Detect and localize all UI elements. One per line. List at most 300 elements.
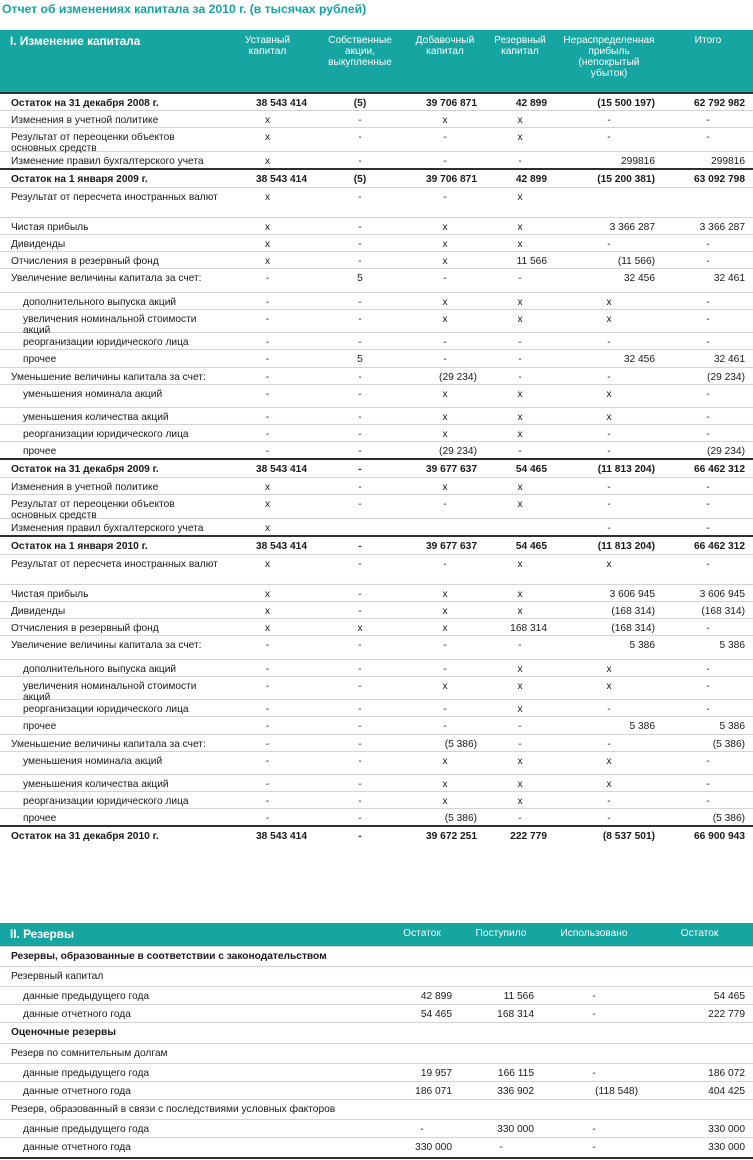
cell-value: 19 957 (420, 1068, 452, 1079)
column-header: Остаток (403, 928, 441, 939)
row-label: прочее (23, 813, 57, 824)
cell-value: x (264, 589, 271, 600)
cell-value: - (443, 721, 447, 732)
row-label: реорганизации юридического лица (23, 704, 189, 715)
cell-value: x (264, 239, 271, 250)
cell-value: (5) (353, 98, 367, 109)
cell-value: 336 902 (497, 1086, 534, 1097)
cell-value (555, 188, 663, 192)
table-row (0, 791, 753, 808)
table-row (0, 309, 753, 336)
table-row (0, 1081, 753, 1099)
cell-value (460, 1044, 542, 1048)
cell-value: - (265, 372, 270, 383)
cell-value: x (517, 606, 523, 617)
cell-value: - (518, 721, 522, 732)
cell-value: - (499, 1142, 503, 1153)
cell-value: x (442, 681, 448, 692)
cell-value: (168 314) (611, 606, 655, 617)
row-label: прочее (23, 354, 57, 365)
cell-value: (29 234) (439, 372, 477, 383)
table-row (0, 946, 753, 966)
cell-value: - (358, 482, 362, 493)
cell-value: (8 537 501) (602, 831, 655, 842)
cell-value (460, 1023, 542, 1027)
cell-value: - (518, 337, 522, 348)
cell-value: - (358, 372, 362, 383)
cell-value: x (442, 239, 448, 250)
table-row (0, 92, 753, 110)
cell-value: - (265, 664, 270, 675)
row-label: данные предыдущего года (23, 991, 150, 1002)
cell-value: - (706, 337, 710, 348)
cell-value: x (517, 704, 523, 715)
cell-value: - (358, 681, 362, 692)
row-label: Чистая прибыль (11, 222, 89, 233)
row-label: дополнительного выпуска акций (23, 297, 177, 308)
table-row (0, 535, 753, 554)
cell-value: - (265, 704, 270, 715)
cell-value: x (606, 681, 612, 692)
cell-value: 330 000 (708, 1124, 745, 1135)
row-label: Резерв по сомнительным долгам (11, 1048, 168, 1059)
cell-value: x (606, 389, 612, 400)
cell-value: 32 456 (623, 273, 655, 284)
cell-value (460, 947, 542, 951)
table-row (0, 1004, 753, 1022)
cell-value: - (358, 222, 362, 233)
table-row (0, 127, 753, 154)
cell-value: - (443, 559, 447, 570)
cell-value: - (607, 523, 611, 534)
row-label: данные отчетного года (23, 1009, 131, 1020)
table-row (0, 518, 753, 535)
cell-value: - (706, 115, 710, 126)
row-label: данные отчетного года (23, 1086, 131, 1097)
table-row (0, 734, 753, 751)
row-label: Изменение правил бухгалтерского учета (11, 156, 204, 167)
cell-value (646, 947, 753, 951)
cell-value: - (265, 779, 270, 790)
row-label: увеличения номинальной стоимости акций (23, 681, 197, 703)
cell-value: x (442, 756, 448, 767)
cell-value (384, 967, 460, 971)
cell-value: - (358, 412, 362, 423)
cell-value: - (706, 623, 710, 634)
table-row (0, 676, 753, 703)
row-label: данные предыдущего года (23, 1124, 150, 1135)
cell-value: x (264, 623, 271, 634)
row-label: Оценочные резервы (11, 1027, 116, 1038)
cell-value: - (358, 464, 362, 475)
cell-value: 38 543 414 (256, 831, 307, 842)
cell-value: - (518, 273, 522, 284)
table-row (0, 458, 753, 477)
cell-value: x (442, 222, 448, 233)
cell-value: 32 461 (713, 354, 745, 365)
table-row (0, 699, 753, 716)
cell-value: 39 706 871 (426, 98, 477, 109)
cell-value: - (265, 337, 270, 348)
cell-value: - (607, 739, 611, 750)
cell-value (405, 519, 485, 523)
row-label: Резервы, образованные в соответствии с законодательством (11, 951, 327, 962)
cell-value: x (442, 589, 448, 600)
cell-value: 5 386 (719, 640, 745, 651)
cell-value: 168 314 (510, 623, 547, 634)
cell-value: x (517, 681, 523, 692)
cell-value: - (358, 429, 362, 440)
cell-value: - (607, 372, 611, 383)
cell-value: - (265, 429, 270, 440)
cell-value: - (265, 796, 270, 807)
cell-value: - (706, 796, 710, 807)
cell-value: - (265, 739, 270, 750)
table-row (0, 1137, 753, 1154)
cell-value: x (517, 115, 523, 126)
cell-value: 63 092 798 (694, 174, 745, 185)
cell-value: x (606, 412, 612, 423)
cell-value: - (358, 704, 362, 715)
cell-value (315, 519, 405, 523)
table-row (0, 367, 753, 384)
cell-value: x (517, 297, 523, 308)
table-row (0, 234, 753, 251)
cell-value: - (518, 813, 522, 824)
cell-value: - (358, 796, 362, 807)
cell-value: x (517, 192, 523, 203)
cell-value: 222 779 (708, 1009, 745, 1020)
cell-value: - (607, 446, 611, 457)
cell-value: x (517, 499, 523, 510)
cell-value: - (706, 256, 710, 267)
cell-value (646, 1100, 753, 1104)
row-label: Отчисления в резервный фонд (11, 623, 159, 634)
cell-value: - (706, 681, 710, 692)
table-row (0, 825, 753, 844)
cell-value: 330 000 (497, 1124, 534, 1135)
row-label: реорганизации юридического лица (23, 796, 189, 807)
row-label: данные отчетного года (23, 1142, 131, 1153)
cell-value: x (517, 559, 523, 570)
cell-value: x (517, 389, 523, 400)
cell-value (542, 1023, 646, 1027)
capital-changes-table (0, 30, 753, 844)
row-label: Остаток на 31 декабря 2010 г. (11, 831, 159, 842)
cell-value: - (443, 664, 447, 675)
table-row (0, 1119, 753, 1137)
cell-value: - (607, 337, 611, 348)
reserves-table (0, 923, 753, 1154)
column-header: Использовано (560, 928, 628, 939)
column-header: Резервный капитал (494, 35, 546, 57)
table-row (0, 187, 753, 217)
cell-value: 62 792 982 (694, 98, 745, 109)
cell-value: x (357, 623, 363, 634)
cell-value (542, 1100, 646, 1104)
cell-value: - (443, 704, 447, 715)
table-row (0, 584, 753, 601)
row-label: прочее (23, 721, 57, 732)
cell-value: x (264, 523, 271, 534)
cell-value: x (442, 779, 448, 790)
cell-value: 5 (357, 273, 363, 284)
cell-value: 54 465 (420, 1009, 452, 1020)
row-label: данные предыдущего года (23, 1068, 150, 1079)
cell-value: 5 386 (629, 721, 655, 732)
cell-value: - (706, 297, 710, 308)
cell-value: x (517, 664, 523, 675)
cell-value: - (420, 1124, 424, 1135)
cell-value: 222 779 (510, 831, 547, 842)
cell-value: - (358, 664, 362, 675)
cell-value: 11 566 (516, 256, 547, 267)
row-label: Уменьшение величины капитала за счет: (11, 739, 206, 750)
cell-value: x (442, 412, 448, 423)
cell-value: (29 234) (707, 446, 745, 457)
cell-value: - (358, 115, 362, 126)
cell-value: - (358, 813, 362, 824)
cell-value: - (358, 721, 362, 732)
table-row (0, 110, 753, 127)
section-title: I. Изменение капитала (10, 34, 141, 48)
row-label: Результат от пересчета иностранных валют (11, 192, 218, 203)
cell-value: - (592, 1124, 596, 1135)
cell-value: - (443, 192, 447, 203)
table-header (0, 923, 753, 946)
cell-value: (168 314) (611, 623, 655, 634)
row-label: дополнительного выпуска акций (23, 664, 177, 675)
cell-value: - (358, 239, 362, 250)
cell-value: - (358, 739, 362, 750)
cell-value: 330 000 (415, 1142, 452, 1153)
cell-value: x (442, 115, 448, 126)
cell-value: x (442, 256, 448, 267)
cell-value: (11 566) (617, 256, 655, 267)
cell-value: 39 672 251 (426, 831, 477, 842)
row-label: Отчисления в резервный фонд (11, 256, 159, 267)
cell-value: - (358, 314, 362, 325)
column-header: Нераспределенная прибыль (непокрытый убыток) (563, 35, 655, 79)
cell-value: - (358, 589, 362, 600)
cell-value: - (518, 739, 522, 750)
cell-value: x (264, 156, 271, 167)
table-row (0, 659, 753, 676)
row-label: Результат от переоценки объектов основных средств (11, 499, 175, 521)
column-header: Итого (694, 35, 722, 46)
cell-value: (29 234) (439, 446, 477, 457)
table-row (0, 618, 753, 635)
cell-value: x (517, 412, 523, 423)
row-label: увеличения номинальной стоимости акций (23, 314, 197, 336)
cell-value: 32 461 (713, 273, 745, 284)
cell-value: - (518, 354, 522, 365)
cell-value: x (442, 606, 448, 617)
cell-value: x (264, 606, 271, 617)
table-row (0, 407, 753, 424)
cell-value (646, 967, 753, 971)
cell-value: x (606, 559, 612, 570)
cell-value: - (706, 429, 710, 440)
cell-value: 299816 (621, 156, 655, 167)
table-row (0, 1043, 753, 1063)
column-header: Уставный капитал (244, 35, 291, 57)
cell-value: - (358, 297, 362, 308)
cell-value: 42 899 (420, 991, 452, 1002)
table-row (0, 384, 753, 407)
cell-value: x (442, 297, 448, 308)
cell-value: 330 000 (708, 1142, 745, 1153)
cell-value: x (264, 559, 271, 570)
cell-value: - (358, 132, 362, 143)
cell-value: - (358, 192, 362, 203)
cell-value: x (606, 297, 612, 308)
cell-value: 32 456 (623, 354, 655, 365)
cell-value: - (607, 115, 611, 126)
cell-value: 168 314 (497, 1009, 534, 1020)
table-row (0, 251, 753, 268)
column-header: Добавочный капитал (415, 35, 475, 57)
cell-value: 42 899 (515, 174, 547, 185)
row-label: реорганизации юридического лица (23, 337, 189, 348)
cell-value: - (358, 541, 362, 552)
cell-value: (15 500 197) (597, 98, 655, 109)
cell-value: x (264, 499, 271, 510)
cell-value: x (264, 256, 271, 267)
cell-value: - (265, 721, 270, 732)
row-label: Дивиденды (11, 606, 66, 617)
table-row (0, 966, 753, 986)
cell-value (384, 1044, 460, 1048)
cell-value: - (592, 1068, 596, 1079)
cell-value: - (607, 482, 611, 493)
table-row (0, 168, 753, 187)
cell-value: - (358, 559, 362, 570)
cell-value: 3 606 945 (609, 589, 655, 600)
cell-value: - (265, 681, 270, 692)
cell-value: 42 899 (515, 98, 547, 109)
row-label: уменьшения количества акций (23, 779, 169, 790)
cell-value: - (358, 156, 362, 167)
cell-value: 299816 (711, 156, 745, 167)
cell-value: - (706, 704, 710, 715)
cell-value: - (358, 337, 362, 348)
column-header: Поступило (475, 928, 527, 939)
row-label: Уменьшение величины капитала за счет: (11, 372, 206, 383)
table-row (0, 217, 753, 234)
cell-value: - (706, 389, 710, 400)
cell-value: x (517, 589, 523, 600)
cell-value: x (517, 796, 523, 807)
cell-value: - (706, 499, 710, 510)
cell-value (460, 967, 542, 971)
row-label: Результат от пересчета иностранных валют (11, 559, 218, 570)
cell-value: (118 548) (595, 1086, 638, 1097)
cell-value: x (606, 756, 612, 767)
row-label: Изменения в учетной политике (11, 482, 159, 493)
cell-value: - (443, 273, 447, 284)
cell-value: 38 543 414 (256, 464, 307, 475)
cell-value: (11 813 204) (597, 541, 655, 552)
cell-value: 54 465 (515, 541, 547, 552)
cell-value: x (517, 429, 523, 440)
row-label: уменьшения номинала акций (23, 389, 163, 400)
cell-value: - (706, 559, 710, 570)
cell-value: (168 314) (701, 606, 745, 617)
row-label: Увеличение величины капитала за счет: (11, 640, 202, 651)
cell-value: - (443, 156, 447, 167)
cell-value: (11 813 204) (597, 464, 655, 475)
row-label: Результат от переоценки объектов основных средств (11, 132, 175, 154)
cell-value: 38 543 414 (256, 174, 307, 185)
table-row (0, 292, 753, 309)
cell-value: - (358, 779, 362, 790)
cell-value: 66 900 943 (694, 831, 745, 842)
table-row (0, 477, 753, 494)
cell-value: x (517, 314, 523, 325)
cell-value: - (443, 132, 447, 143)
row-label: Резервный капитал (11, 971, 104, 982)
cell-value: 3 366 287 (699, 222, 745, 233)
page-title: Отчет об изменениях капитала за 2010 г. (в тысячах рублей) (2, 2, 367, 16)
cell-value: - (706, 779, 710, 790)
cell-value: 66 462 312 (694, 464, 745, 475)
table-row (0, 268, 753, 292)
cell-value: 5 386 (629, 640, 655, 651)
cell-value (542, 1044, 646, 1048)
cell-value: - (358, 606, 362, 617)
cell-value (384, 947, 460, 951)
table-row (0, 774, 753, 791)
cell-value (542, 967, 646, 971)
cell-value: x (517, 756, 523, 767)
cell-value: - (607, 796, 611, 807)
cell-value: x (442, 314, 448, 325)
cell-value: x (442, 482, 448, 493)
cell-value: x (442, 429, 448, 440)
cell-value: - (265, 640, 270, 651)
cell-value: x (442, 796, 448, 807)
cell-value: - (358, 640, 362, 651)
cell-value (460, 1100, 542, 1104)
cell-value: x (264, 115, 271, 126)
row-label: Изменения правил бухгалтерского учета (11, 523, 204, 534)
cell-value: - (706, 523, 710, 534)
table-row (0, 441, 753, 458)
cell-value: - (358, 446, 362, 457)
row-label: Остаток на 31 декабря 2009 г. (11, 464, 159, 475)
cell-value: x (606, 314, 612, 325)
cell-value: - (265, 446, 270, 457)
cell-value: x (442, 389, 448, 400)
cell-value: - (607, 132, 611, 143)
cell-value: x (606, 779, 612, 790)
cell-value: (5 386) (444, 813, 477, 824)
cell-value: 3 366 287 (609, 222, 655, 233)
row-label: Остаток на 1 января 2010 г. (11, 541, 148, 552)
cell-value: - (265, 813, 270, 824)
cell-value: 5 (357, 354, 363, 365)
cell-value: - (706, 756, 710, 767)
cell-value: - (443, 640, 447, 651)
cell-value: (5 386) (712, 739, 745, 750)
cell-value: 38 543 414 (256, 98, 307, 109)
cell-value (663, 188, 753, 192)
cell-value: - (592, 1009, 596, 1020)
cell-value: - (592, 991, 596, 1002)
cell-value (646, 1044, 753, 1048)
cell-value: x (264, 222, 271, 233)
